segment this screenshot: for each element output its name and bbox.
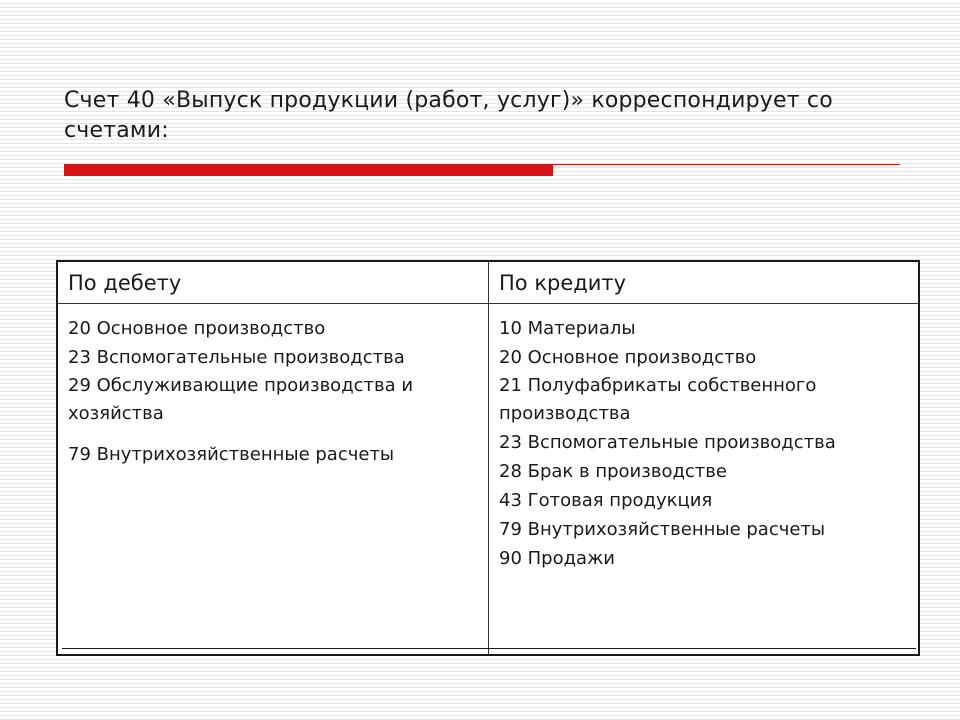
credit-list bbox=[489, 304, 918, 573]
debit-header: По дебету bbox=[58, 262, 488, 304]
debit-item: 79 Внутрихозяйственные расчеты bbox=[68, 444, 395, 465]
credit-item: 21 Полуфабрикаты собственного производства bbox=[499, 375, 817, 424]
credit-header: По кредиту bbox=[489, 262, 918, 304]
accent-bar-thick bbox=[64, 165, 553, 176]
table-bottom-rule bbox=[62, 648, 916, 649]
credit-column bbox=[489, 262, 918, 654]
debit-column bbox=[58, 262, 489, 654]
credit-item: 20 Основное производство bbox=[499, 347, 757, 368]
credit-item: 10 Материалы bbox=[499, 318, 636, 339]
credit-item: 43 Готовая продукция bbox=[499, 490, 713, 511]
credit-item: 23 Вспомогательные производства bbox=[499, 432, 836, 453]
credit-item: 28 Брак в производстве bbox=[499, 461, 727, 482]
credit-item: 90 Продажи bbox=[499, 548, 615, 569]
debit-list bbox=[58, 304, 488, 469]
debit-item: 20 Основное производство bbox=[68, 318, 326, 339]
debit-item: 23 Вспомогательные производства bbox=[68, 347, 405, 368]
credit-item: 79 Внутрихозяйственные расчеты bbox=[499, 519, 826, 540]
slide-title: Счет 40 «Выпуск продукции (работ, услуг)» корреспондирует со счетами: bbox=[64, 88, 833, 143]
debit-item: 29 Обслуживающие производства и хозяйства bbox=[68, 375, 414, 424]
accounts-table bbox=[56, 260, 920, 656]
